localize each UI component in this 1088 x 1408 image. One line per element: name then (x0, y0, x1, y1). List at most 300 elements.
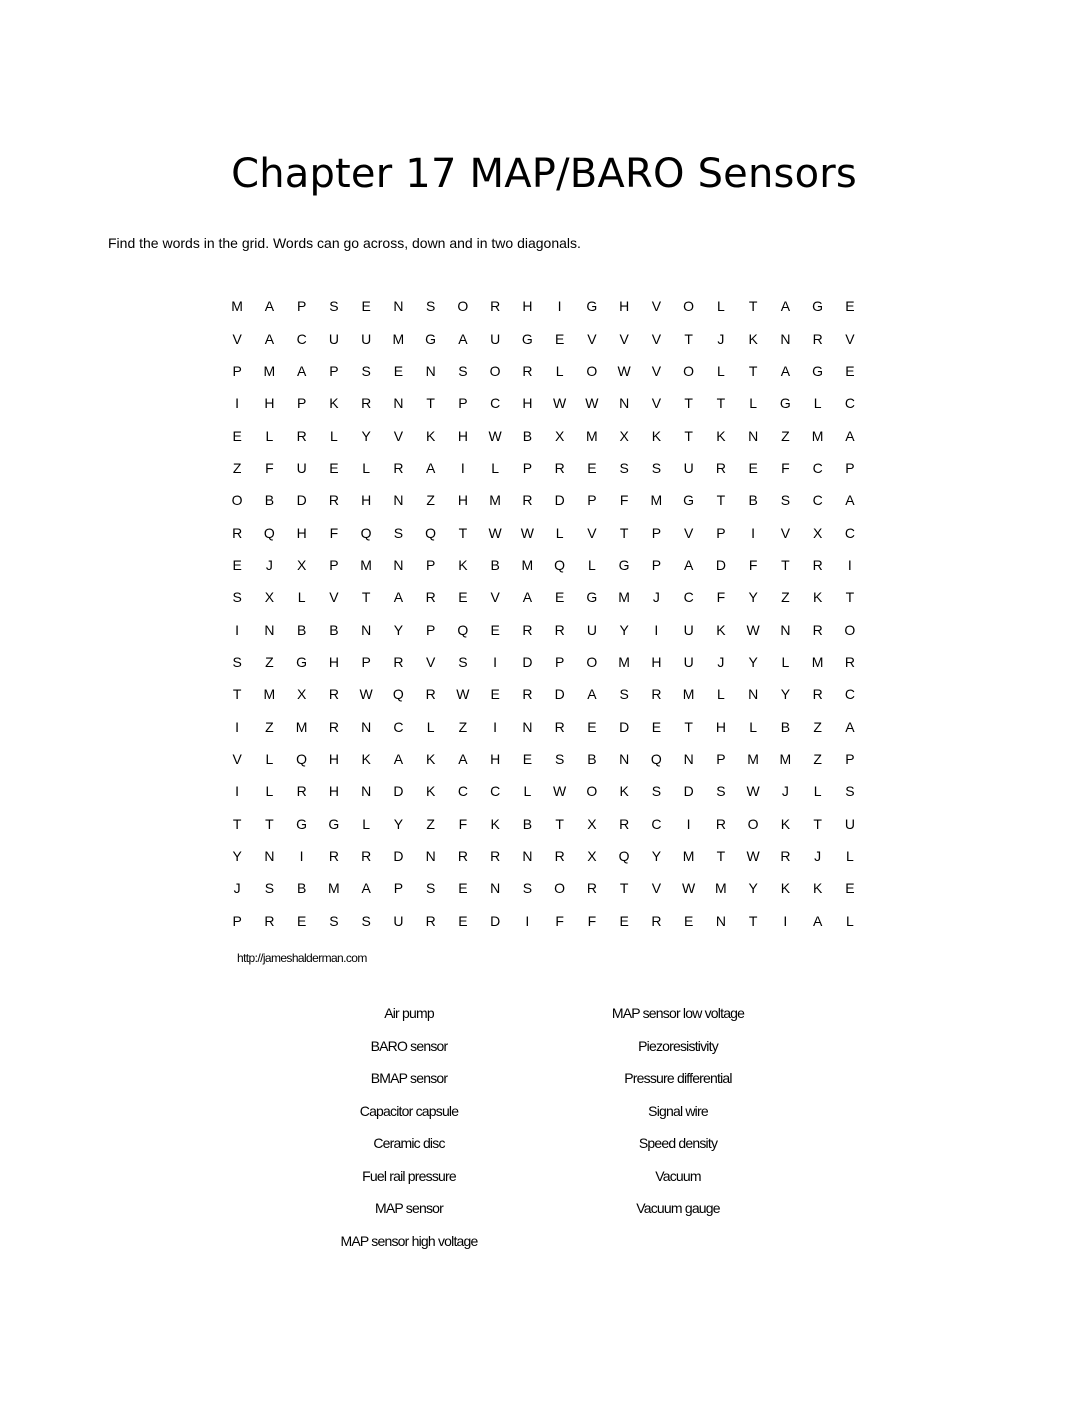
grid-letter: O (844, 621, 856, 638)
grid-letter: K (780, 815, 791, 832)
grid-row (221, 678, 866, 710)
grid-letter: C (490, 395, 501, 412)
grid-letter: P (587, 492, 597, 509)
grid-letter: E (683, 912, 694, 929)
grid-letter: R (328, 686, 339, 703)
grid-letter: M (811, 653, 824, 670)
grid-letter: G (683, 492, 695, 509)
grid-letter: Q (650, 750, 662, 767)
grid-letter: V (490, 589, 500, 606)
grid-letter: E (845, 298, 855, 315)
grid-letter: V (683, 524, 694, 541)
grid-letter: H (328, 783, 339, 800)
grid-letter: S (651, 783, 662, 800)
grid-letter: A (458, 750, 468, 767)
grid-letter: J (717, 330, 725, 347)
word-list-item: Pressure differential (624, 1070, 732, 1086)
grid-letter: G (779, 395, 791, 412)
grid-letter: X (296, 556, 307, 573)
grid-letter: H (296, 524, 307, 541)
grid-letter: P (296, 298, 307, 315)
grid-letter: B (264, 492, 275, 509)
grid-letter: G (618, 556, 630, 573)
grid-letter: E (458, 912, 468, 929)
grid-letter: Y (232, 848, 242, 865)
grid-letter: D (393, 783, 404, 800)
grid-letter: S (522, 880, 533, 897)
grid-letter: P (393, 880, 404, 897)
source-url: http://jameshalderman.com (237, 951, 367, 965)
grid-letter: C (812, 459, 823, 476)
grid-letter: U (586, 621, 597, 638)
grid-letter: I (235, 783, 240, 800)
grid-letter: N (522, 718, 533, 735)
grid-letter: Y (619, 621, 629, 638)
grid-letter: D (683, 783, 694, 800)
grid-letter: K (716, 427, 726, 444)
grid-letter: K (619, 783, 629, 800)
grid-letter: N (619, 750, 630, 767)
grid-letter: Z (813, 718, 822, 735)
grid-letter: M (295, 718, 308, 735)
grid-letter: T (748, 362, 758, 379)
grid-letter: D (554, 492, 565, 509)
grid-letter: S (425, 880, 436, 897)
grid-letter: N (780, 330, 791, 347)
grid-letter: H (457, 492, 468, 509)
grid-letter: I (235, 621, 240, 638)
grid-letter: P (458, 395, 468, 412)
grid-letter: L (329, 427, 338, 444)
grid-letter: X (264, 589, 275, 606)
grid-letter: Q (360, 524, 372, 541)
word-list-item: MAP sensor (375, 1200, 443, 1216)
grid-letter: G (812, 298, 824, 315)
grid-letter: P (845, 459, 855, 476)
grid-letter: T (813, 815, 822, 832)
grid-letter: H (490, 750, 501, 767)
grid-letter: S (619, 459, 629, 476)
word-list-item: BMAP sensor (370, 1070, 448, 1086)
grid-letter: J (265, 556, 273, 573)
grid-letter: N (715, 912, 726, 929)
grid-letter: X (587, 848, 597, 865)
grid-letter: R (361, 395, 372, 412)
grid-letter: S (845, 783, 855, 800)
grid-letter: C (393, 718, 404, 735)
word-list-item: Fuel rail pressure (362, 1167, 456, 1184)
grid-letter: P (425, 621, 436, 638)
grid-row (221, 872, 866, 904)
instructions: Find the words in the grid. Words can go across, down and in two diagonals. (108, 235, 581, 251)
grid-letter: Z (426, 492, 435, 509)
grid-letter: R (812, 686, 823, 703)
grid-letter: E (554, 330, 565, 347)
grid-row (221, 775, 866, 807)
grid-letter: I (525, 912, 530, 929)
grid-letter: A (780, 298, 791, 315)
grid-letter: Y (780, 686, 791, 703)
grid-letter: W (456, 686, 470, 703)
grid-letter: D (619, 718, 630, 735)
grid-letter: X (554, 427, 565, 444)
grid-letter: W (746, 783, 760, 800)
grid-letter: S (619, 686, 629, 703)
grid-letter: U (361, 330, 372, 347)
grid-letter: A (361, 880, 371, 897)
grid-letter: M (489, 492, 501, 509)
grid-letter: N (264, 848, 275, 865)
grid-letter: P (361, 653, 371, 670)
grid-letter: E (522, 750, 533, 767)
grid-letter: Y (393, 621, 404, 638)
grid-letter: C (651, 815, 662, 832)
grid-letter: L (845, 848, 854, 865)
grid-letter: R (457, 848, 468, 865)
grid-letter: B (296, 621, 307, 638)
grid-letter: D (393, 848, 404, 865)
grid-letter: M (263, 362, 276, 379)
grid-letter: S (425, 298, 436, 315)
grid-letter: N (683, 750, 694, 767)
grid-letter: Q (296, 750, 308, 767)
grid-letter: T (265, 815, 274, 832)
grid-letter: Y (748, 880, 758, 897)
grid-letter: R (425, 912, 436, 929)
grid-letter: W (746, 848, 760, 865)
grid-letter: B (522, 815, 533, 832)
grid-letter: B (490, 556, 500, 573)
grid-letter: Z (426, 815, 435, 832)
grid-letter: S (554, 750, 565, 767)
word-list-right (518, 999, 838, 1227)
grid-letter: J (781, 783, 789, 800)
grid-letter: L (523, 783, 532, 800)
grid-letter: V (425, 653, 436, 670)
grid-letter: W (553, 783, 567, 800)
grid-letter: Q (457, 621, 469, 638)
grid-letter: R (522, 492, 533, 509)
grid-letter: I (493, 718, 498, 735)
grid-row (221, 322, 866, 354)
grid-letter: N (619, 395, 630, 412)
grid-letter: U (683, 621, 694, 638)
grid-letter: F (619, 492, 629, 509)
grid-letter: K (651, 427, 662, 444)
grid-letter: Q (554, 556, 566, 573)
grid-letter: I (783, 912, 788, 929)
grid-letter: M (328, 880, 340, 897)
grid-letter: P (232, 362, 242, 379)
grid-letter: H (715, 718, 726, 735)
grid-letter: P (651, 524, 662, 541)
grid-letter: M (263, 686, 276, 703)
grid-letter: S (361, 362, 371, 379)
grid-letter: G (425, 330, 437, 347)
grid-letter: V (232, 750, 242, 767)
grid-letter: Y (651, 848, 662, 865)
grid-letter: L (297, 589, 306, 606)
grid-letter: E (845, 362, 855, 379)
grid-letter: L (813, 783, 822, 800)
grid-letter: R (651, 686, 662, 703)
grid-letter: N (393, 395, 404, 412)
grid-letter: V (329, 589, 339, 606)
grid-letter: U (328, 330, 339, 347)
grid-letter: M (360, 556, 372, 573)
grid-letter: L (265, 783, 274, 800)
grid-letter: A (812, 912, 823, 929)
grid-letter: L (749, 718, 758, 735)
grid-letter: T (361, 589, 371, 606)
letter-grid (221, 290, 866, 937)
grid-letter: Q (425, 524, 437, 541)
grid-letter: N (522, 848, 533, 865)
grid-letter: O (231, 492, 243, 509)
grid-letter: Z (813, 750, 822, 767)
grid-letter: R (232, 524, 243, 541)
grid-letter: E (232, 556, 242, 573)
grid-letter: T (684, 395, 693, 412)
grid-letter: M (618, 653, 630, 670)
grid-letter: R (361, 848, 372, 865)
grid-letter: K (812, 880, 823, 897)
grid-row (221, 613, 866, 645)
grid-letter: V (232, 330, 242, 347)
grid-letter: B (329, 621, 339, 638)
grid-letter: E (329, 459, 339, 476)
grid-letter: N (264, 621, 275, 638)
grid-row (221, 516, 866, 548)
grid-letter: L (362, 815, 371, 832)
grid-letter: D (554, 686, 565, 703)
grid-letter: W (520, 524, 534, 541)
grid-letter: W (585, 395, 599, 412)
grid-letter: R (490, 848, 501, 865)
grid-row (221, 743, 866, 775)
grid-letter: S (361, 912, 371, 929)
grid-letter: E (651, 718, 662, 735)
grid-letter: K (361, 750, 371, 767)
grid-letter: K (490, 815, 500, 832)
grid-letter: C (296, 330, 307, 347)
grid-letter: R (328, 848, 339, 865)
grid-letter: B (748, 492, 758, 509)
grid-letter: R (715, 459, 726, 476)
grid-letter: V (780, 524, 791, 541)
grid-letter: H (264, 395, 275, 412)
grid-letter: A (393, 589, 404, 606)
grid-letter: L (265, 427, 274, 444)
grid-letter: O (747, 815, 759, 832)
grid-letter: M (682, 848, 695, 865)
grid-letter: X (296, 686, 307, 703)
grid-letter: T (426, 395, 435, 412)
grid-letter: V (651, 395, 662, 412)
grid-letter: R (812, 556, 823, 573)
grid-letter: E (458, 880, 468, 897)
grid-letter: F (587, 912, 597, 929)
grid-letter: R (812, 621, 823, 638)
grid-letter: M (618, 589, 630, 606)
grid-letter: T (748, 298, 758, 315)
grid-row (221, 710, 866, 742)
grid-letter: S (329, 912, 339, 929)
grid-letter: W (682, 880, 696, 897)
grid-row (221, 840, 866, 872)
grid-letter: T (232, 686, 242, 703)
grid-letter: V (587, 330, 597, 347)
grid-letter: M (650, 492, 663, 509)
grid-letter: C (844, 524, 855, 541)
grid-letter: L (749, 395, 758, 412)
grid-letter: Z (458, 718, 468, 735)
grid-letter: P (845, 750, 855, 767)
grid-letter: H (457, 427, 468, 444)
grid-letter: A (296, 362, 307, 379)
grid-letter: E (490, 621, 500, 638)
grid-letter: I (686, 815, 691, 832)
grid-letter: M (715, 880, 727, 897)
grid-letter: J (717, 653, 725, 670)
grid-letter: N (393, 492, 404, 509)
grid-letter: M (811, 427, 824, 444)
grid-letter: T (748, 912, 758, 929)
grid-letter: L (716, 298, 725, 315)
grid-letter: T (684, 427, 693, 444)
grid-letter: Q (392, 686, 404, 703)
grid-letter: T (845, 589, 855, 606)
grid-letter: U (393, 912, 404, 929)
grid-letter: U (296, 459, 307, 476)
grid-row (221, 355, 866, 387)
grid-letter: Y (748, 589, 758, 606)
grid-letter: E (748, 459, 758, 476)
grid-letter: N (748, 427, 759, 444)
grid-letter: K (329, 395, 339, 412)
grid-letter: C (683, 589, 694, 606)
grid-letter: Z (232, 459, 242, 476)
grid-letter: C (457, 783, 468, 800)
grid-row (221, 905, 866, 937)
grid-letter: A (264, 298, 275, 315)
grid-letter: T (716, 492, 726, 509)
grid-letter: W (359, 686, 373, 703)
grid-letter: M (682, 686, 695, 703)
grid-letter: I (557, 298, 562, 315)
grid-letter: V (845, 330, 855, 347)
grid-letter: F (458, 815, 468, 832)
grid-letter: S (232, 589, 242, 606)
grid-letter: A (458, 330, 468, 347)
grid-letter: N (393, 556, 404, 573)
grid-letter: G (296, 653, 308, 670)
grid-letter: E (587, 718, 597, 735)
grid-letter: T (684, 330, 693, 347)
grid-letter: T (458, 524, 468, 541)
grid-letter: R (780, 848, 791, 865)
grid-letter: Z (265, 718, 274, 735)
grid-letter: W (488, 427, 502, 444)
grid-row (221, 419, 866, 451)
grid-letter: A (845, 718, 855, 735)
grid-letter: F (781, 459, 790, 476)
grid-letter: V (651, 298, 662, 315)
grid-letter: H (361, 492, 372, 509)
grid-row (221, 549, 866, 581)
grid-letter: G (586, 589, 598, 606)
grid-letter: H (651, 653, 662, 670)
grid-letter: Z (781, 589, 790, 606)
grid-letter: V (651, 330, 662, 347)
grid-letter: R (393, 459, 404, 476)
grid-letter: B (296, 880, 307, 897)
word-list-item: BARO sensor (370, 1037, 448, 1054)
grid-letter: T (232, 815, 242, 832)
grid-letter: R (554, 718, 565, 735)
grid-letter: X (619, 427, 629, 444)
word-list-item: Ceramic disc (373, 1135, 445, 1151)
grid-letter: F (748, 556, 758, 573)
grid-letter: R (328, 718, 339, 735)
grid-letter: E (490, 686, 500, 703)
grid-letter: L (362, 459, 371, 476)
grid-letter: D (490, 912, 501, 929)
grid-letter: W (488, 524, 502, 541)
grid-letter: I (235, 718, 240, 735)
grid-letter: V (587, 524, 597, 541)
grid-letter: R (296, 427, 307, 444)
grid-letter: N (361, 718, 372, 735)
grid-letter: E (393, 362, 404, 379)
grid-letter: E (458, 589, 468, 606)
grid-letter: R (554, 459, 565, 476)
grid-letter: T (716, 848, 726, 865)
grid-letter: R (425, 686, 436, 703)
grid-letter: L (426, 718, 435, 735)
grid-letter: V (393, 427, 404, 444)
grid-letter: S (232, 653, 242, 670)
grid-letter: A (683, 556, 694, 573)
grid-letter: R (812, 330, 823, 347)
grid-letter: S (458, 362, 468, 379)
grid-letter: L (781, 653, 790, 670)
grid-letter: G (521, 330, 533, 347)
grid-letter: L (555, 362, 564, 379)
grid-letter: Z (265, 653, 274, 670)
grid-row (221, 387, 866, 419)
grid-letter: K (458, 556, 468, 573)
grid-letter: F (265, 459, 274, 476)
grid-letter: C (490, 783, 501, 800)
grid-letter: P (296, 395, 307, 412)
grid-letter: R (554, 848, 565, 865)
grid-letter: R (715, 815, 726, 832)
grid-letter: N (490, 880, 501, 897)
grid-letter: F (329, 524, 339, 541)
grid-letter: B (780, 718, 791, 735)
grid-letter: C (844, 686, 855, 703)
grid-letter: O (586, 783, 598, 800)
word-list-item: MAP sensor low voltage (611, 1005, 745, 1021)
grid-letter: S (651, 459, 662, 476)
grid-letter: G (328, 815, 340, 832)
grid-letter: H (328, 750, 339, 767)
grid-letter: O (683, 298, 695, 315)
grid-letter: O (489, 362, 501, 379)
grid-letter: N (780, 621, 791, 638)
grid-letter: R (522, 686, 533, 703)
